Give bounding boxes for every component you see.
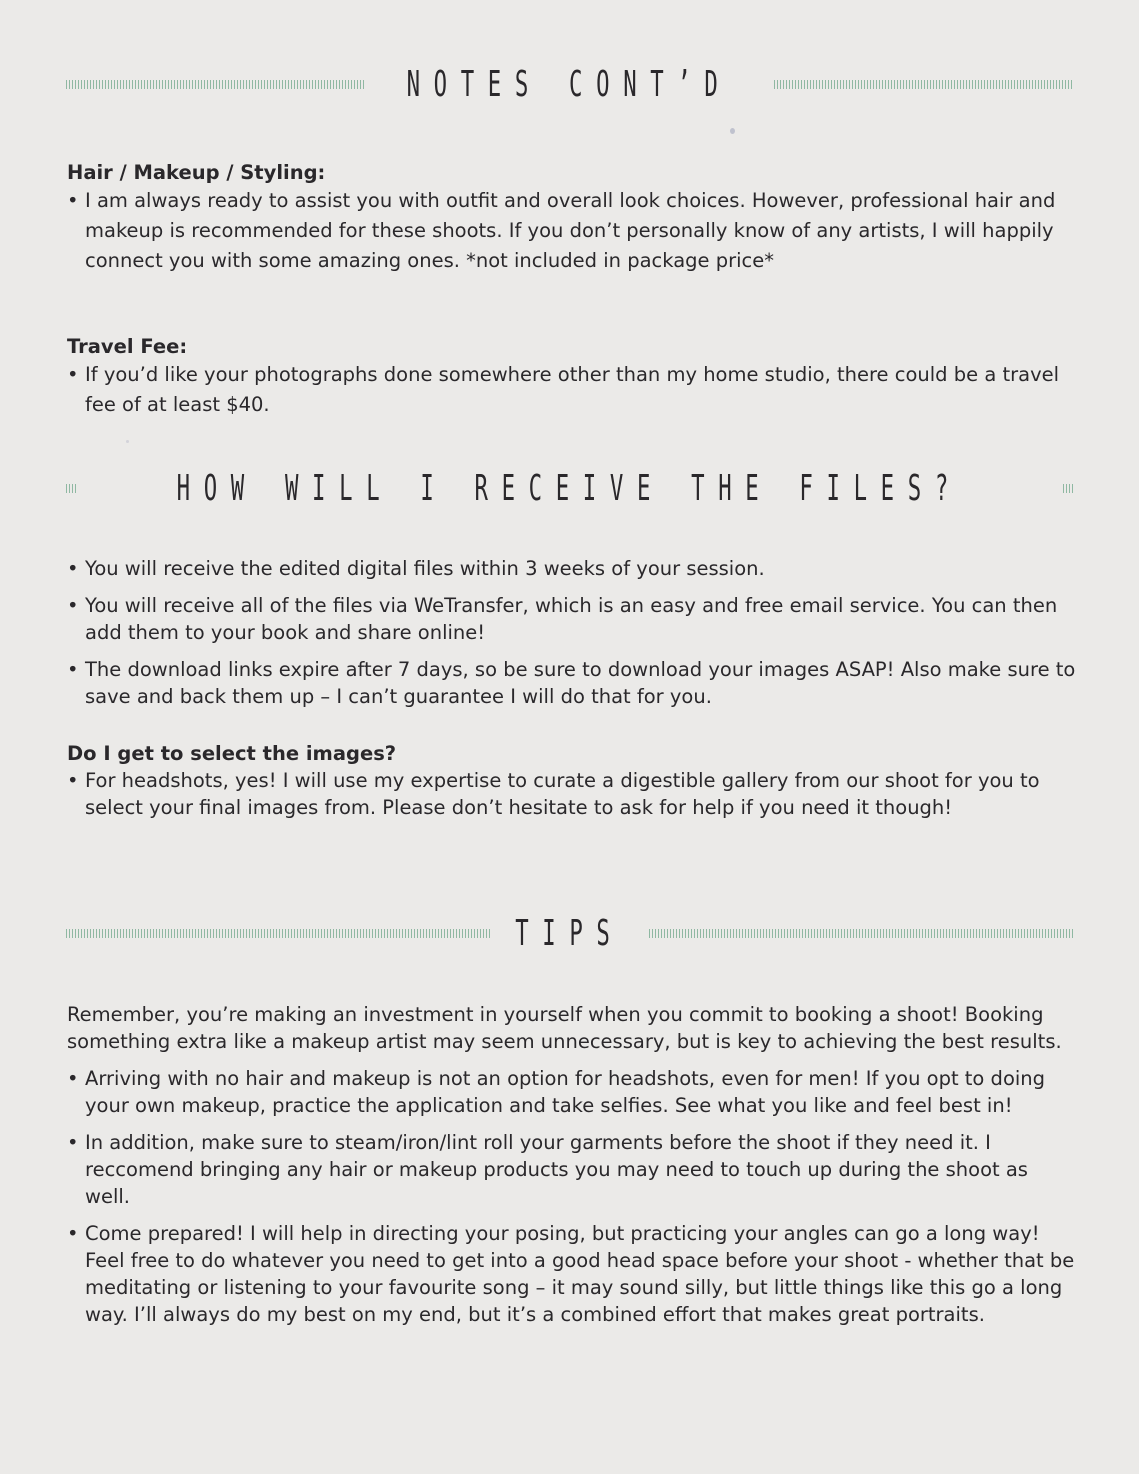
heading-notes-title: NOTES CONT’D [407, 63, 732, 105]
notes-travel-block [67, 333, 1077, 420]
heading-rule-left [66, 80, 365, 89]
files-bullet: • The download links expire after 7 days, so be sure to download your images ASAP! Also make sure to save and back them up – I can’t guarantee I will do that for you. [67, 656, 1077, 710]
heading-rule-right [774, 80, 1073, 89]
travel-fee-bullet: • If you’d like your photographs done somewhere other than my home studio, there could be a travel fee of at least $40. [67, 360, 1077, 420]
tips-bullet: • Arriving with no hair and makeup is not an option for headshots, even for men! If you opt to doing your own makeup, practice the application and take selfies. See what you like and feel best in! [67, 1065, 1077, 1119]
heading-rule-left [66, 929, 490, 938]
hair-makeup-label: Hair / Makeup / Styling: [67, 161, 326, 184]
select-images-bullet: • For headshots, yes! I will use my expertise to curate a digestible gallery from our shoot for you to select your final images from. Please don’t hesitate to ask for help if you need it though! [67, 767, 1077, 821]
hair-makeup-bullet: • I am always ready to assist you with outfit and overall look choices. However, professional hair and makeup is recommended for these shoots. If you don’t personally know of any artists, I will happily connect you with some amazing ones. *not included in package price* [67, 186, 1077, 276]
paper-speck [730, 128, 735, 134]
heading-files-title: HOW WILL I RECEIVE THE FILES? [176, 467, 963, 509]
heading-rule-right [1063, 484, 1073, 493]
section-heading-files [66, 468, 1073, 508]
notes-hair-block [67, 159, 1077, 276]
files-bullet: • You will receive the edited digital files within 3 weeks of your session. [67, 555, 1077, 582]
heading-tips-title: TIPS [515, 912, 624, 954]
heading-rule-right [649, 929, 1073, 938]
tips-block [67, 1001, 1077, 1328]
files-select-block [67, 740, 1077, 821]
travel-fee-label: Travel Fee: [67, 335, 188, 358]
heading-rule-left [66, 484, 76, 493]
tips-intro: Remember, you’re making an investment in yourself when you commit to booking a shoot! Booking something extra like a makeup artist may seem unnecessary, but is key to achieving the best results. [67, 1003, 1062, 1053]
select-images-label: Do I get to select the images? [67, 742, 397, 765]
section-heading-tips [66, 913, 1073, 953]
paper-speck [126, 440, 129, 443]
files-bullets-block [67, 555, 1077, 710]
section-heading-notes [66, 64, 1073, 104]
tips-bullet: • In addition, make sure to steam/iron/lint roll your garments before the shoot if they need it. I reccomend bringing any hair or makeup products you may need to touch up during the shoot as well. [67, 1129, 1077, 1210]
files-bullet: • You will receive all of the files via WeTransfer, which is an easy and free email service. You can then add them to your book and share online! [67, 592, 1077, 646]
tips-bullet: • Come prepared! I will help in directing your posing, but practicing your angles can go a long way! Feel free to do whatever you need to get into a good head space before your shoot - whether that be meditating or listening to your favourite song – it may sound silly, but little things like this go a long way. I’ll always do my best on my end, but it’s a combined effort that makes great portraits. [67, 1220, 1077, 1328]
